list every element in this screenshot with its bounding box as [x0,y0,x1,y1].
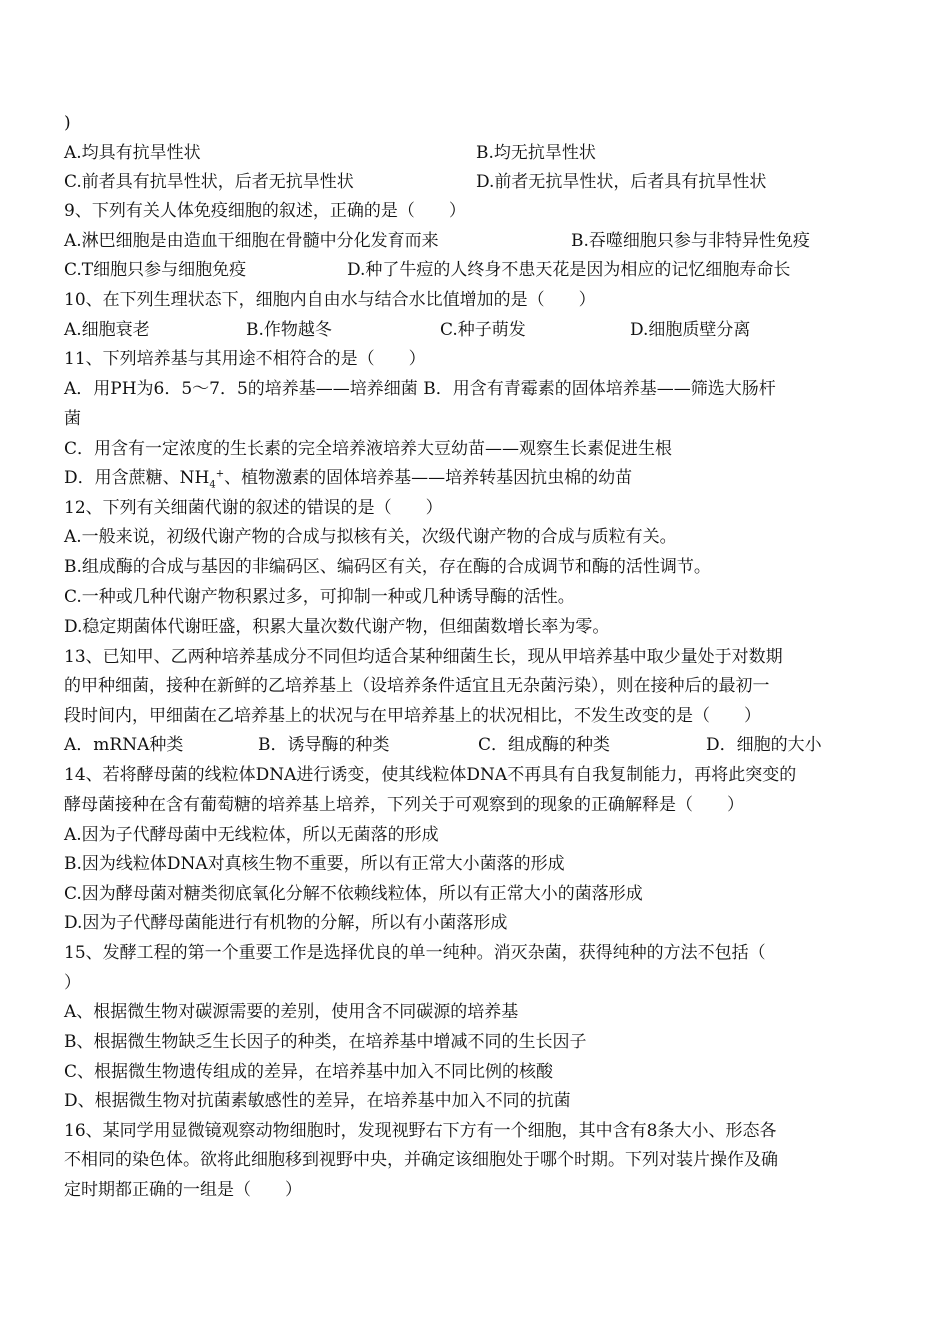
question-13: 13、已知甲、乙两种培养基成分不同但均适合某种细菌生长，现从甲培养基中取少量处于对数期 [64,647,783,667]
question-16-cont: 定时期都正确的一组是（ ） [64,1180,302,1200]
option-b: B.吞噬细胞只参与非特异性免疫 [571,231,810,251]
option-c: C.种子萌发 [440,320,526,340]
option-b: B.因为线粒体DNA对真核生物不重要，所以有正常大小菌落的形成 [64,854,565,874]
superscript: + [215,468,225,480]
question-14: 14、若将酵母菌的线粒体DNA进行诱变，使其线粒体DNA不再具有自我复制能力，再将此突变的 [64,765,797,785]
option-a-b: A．用PH为6．5～7．5的培养基——培养细菌 B．用含有青霉素的固体培养基——筛选大肠杆 [64,379,776,399]
subscript: 4 [209,479,216,491]
question-15-cont: ） [64,973,81,993]
question-16-cont: 不相同的染色体。欲将此细胞移到视野中央，并确定该细胞处于哪个时期。下列对装片操作及确 [64,1150,778,1170]
option-a: A.淋巴细胞是由造血干细胞在骨髓中分化发育而来 [64,231,439,251]
option-c: C.前者具有抗旱性状，后者无抗旱性状 [64,172,354,192]
option-c: C．组成酶的种类 [478,735,611,755]
text-line: ) [64,113,71,133]
question-11: 11、下列培养基与其用途不相符合的是（ ） [64,349,426,369]
option-b-cont: 菌 [64,409,81,429]
question-12: 12、下列有关细菌代谢的叙述的错误的是（ ） [64,498,443,518]
option-b: B、根据微生物缺乏生长因子的种类，在培养基中增减不同的生长因子 [64,1032,587,1052]
question-13-cont: 的甲种细菌，接种在新鲜的乙培养基上（设培养条件适宜且无杂菌污染），则在接种后的最初一 [64,676,770,696]
option-d: D.细胞质壁分离 [630,320,751,340]
option-c: C．用含有一定浓度的生长素的完全培养液培养大豆幼苗——观察生长素促进生根 [64,439,673,459]
option-c: C.一种或几种代谢产物积累过多，可抑制一种或几种诱导酶的活性。 [64,587,575,607]
option-a: A、根据微生物对碳源需要的差别，使用含不同碳源的培养基 [64,1002,519,1022]
option-b: B．诱导酶的种类 [258,735,390,755]
option-b: B.组成酶的合成与基因的非编码区、编码区有关，存在酶的合成调节和酶的活性调节。 [64,557,711,577]
option-d: D.种了牛痘的人终身不患天花是因为相应的记忆细胞寿命长 [347,260,791,280]
option-d: D．细胞的大小 [706,735,822,755]
option-b: B.均无抗旱性状 [476,143,596,163]
option-d: D.因为子代酵母菌能进行有机物的分解，所以有小菌落形成 [64,913,508,933]
option-a: A.因为子代酵母菌中无线粒体，所以无菌落的形成 [64,825,439,845]
question-16: 16、某同学用显微镜观察动物细胞时，发现视野右下方有一个细胞，其中含有8条大小、形态各 [64,1121,777,1141]
question-15: 15、发酵工程的第一个重要工作是选择优良的单一纯种。消灭杂菌，获得纯种的方法不包括（ [64,943,766,963]
option-a: A．mRNA种类 [64,735,184,755]
question-10: 10、在下列生理状态下，细胞内自由水与结合水比值增加的是（ ） [64,290,596,310]
option-a: A.一般来说，初级代谢产物的合成与拟核有关，次级代谢产物的合成与质粒有关。 [64,527,677,547]
question-13-cont: 段时间内，甲细菌在乙培养基上的状况与在甲培养基上的状况相比，不发生改变的是（ ） [64,706,761,726]
question-9: 9、下列有关人体免疫细胞的叙述，正确的是（ ） [64,201,466,221]
option-c: C、根据微生物遗传组成的差异，在培养基中加入不同比例的核酸 [64,1062,554,1082]
option-d-text-cont: 、植物激素的固体培养基——培养转基因抗虫棉的幼苗 [224,468,633,488]
option-b: B.作物越冬 [246,320,332,340]
option-d: D、根据微生物对抗菌素敏感性的差异，在培养基中加入不同的抗菌 [64,1091,571,1111]
question-14-cont: 酵母菌接种在含有葡萄糖的培养基上培养，下列关于可观察到的现象的正确解释是（ ） [64,795,744,815]
option-a: A.均具有抗旱性状 [64,143,201,163]
option-a: A.细胞衰老 [64,320,150,340]
option-c: C.因为酵母菌对糖类彻底氧化分解不依赖线粒体，所以有正常大小的菌落形成 [64,884,643,904]
option-c: C.T细胞只参与细胞免疫 [64,260,247,280]
option-d: D.稳定期菌体代谢旺盛，积累大量次数代谢产物，但细菌数增长率为零。 [64,617,610,637]
option-d-text: D．用含蔗糖、NH [64,468,210,488]
option-d: D.前者无抗旱性状，后者具有抗旱性状 [476,172,767,192]
